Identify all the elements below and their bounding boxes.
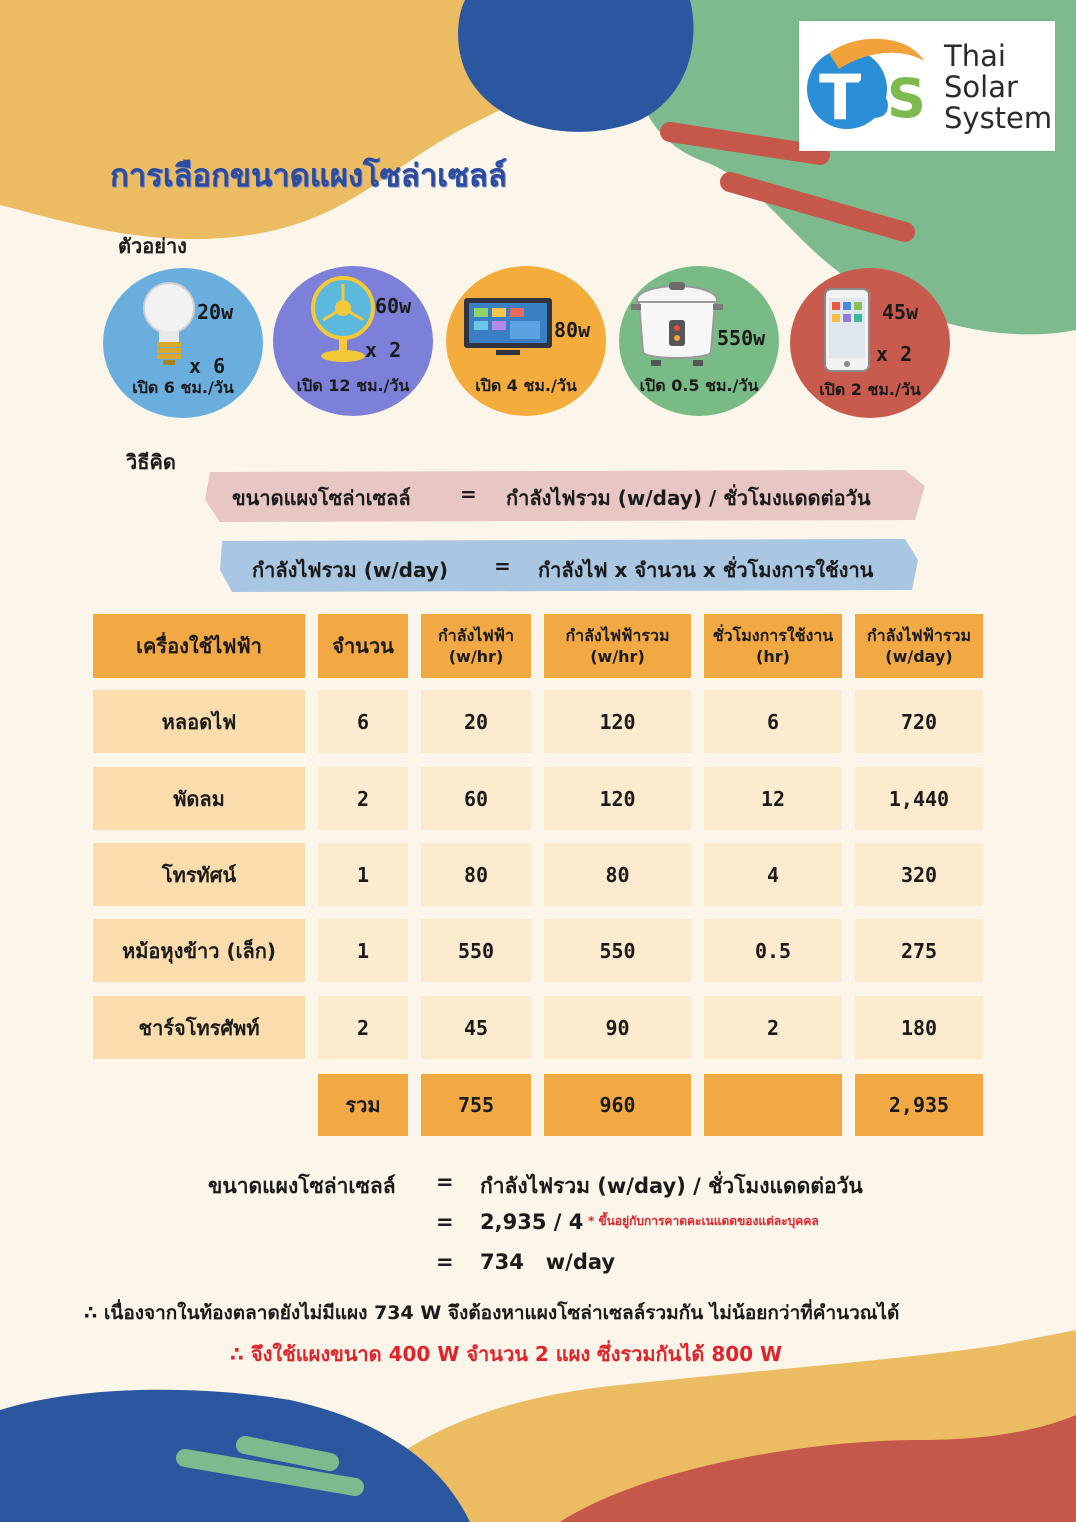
television-icon [462, 296, 554, 360]
page-title: การเลือกขนาดแผงโซล่าเซลล์ [110, 158, 507, 194]
table-cell: 120 [544, 690, 691, 753]
example-watt: 20w [197, 300, 234, 324]
formula-panel-size [0, 482, 1076, 510]
example-hours: เปิด 4 ชม./วัน [475, 376, 577, 395]
formula-equals: = [494, 554, 511, 578]
conclusion-line-1: ∴ เนื่องจากในท้องตลาดยังไม่มีแผง 734 W จึงต้องหาแผงโซล่าเซลล์รวมกัน ไม่น้อยกว่าที่คำนวณได้ [84, 1302, 900, 1324]
calc-equals-2: = [436, 1210, 454, 1234]
table-cell: 1,440 [855, 767, 983, 830]
example-rice-cooker [619, 266, 779, 416]
example-watt: 80w [554, 318, 591, 342]
table-cell: 6 [318, 690, 408, 753]
formula-right: กำลังไฟรวม (w/day) / ชั่วโมงแดดต่อวัน [506, 486, 871, 510]
calc-line-3: 734 w/day [480, 1250, 616, 1274]
example-qty: x 6 [189, 354, 226, 378]
table-cell: 720 [855, 690, 983, 753]
logo-line-system: System [944, 101, 1053, 135]
total-label: รวม [318, 1074, 408, 1136]
logo-wordmark [944, 41, 1052, 134]
formula-right: กำลังไฟ x จำนวน x ชั่วโมงการใช้งาน [538, 558, 874, 582]
total-power-hr: 960 [544, 1074, 691, 1136]
svg-text:T: T [819, 61, 862, 134]
calc-equals-1: = [436, 1170, 454, 1194]
total-power: 755 [421, 1074, 531, 1136]
table-cell: 550 [544, 919, 691, 982]
table-cell-appliance: ชาร์จโทรศัพท์ [93, 996, 305, 1059]
example-tv [446, 266, 606, 416]
table-cell: 0.5 [704, 919, 842, 982]
table-cell: 4 [704, 843, 842, 906]
table-cell-appliance: หลอดไฟ [93, 690, 305, 753]
example-hours: เปิด 12 ชม./วัน [296, 376, 410, 395]
header-quantity: จำนวน [318, 614, 408, 678]
example-smartphone [790, 268, 950, 418]
total-power-day: 2,935 [855, 1074, 983, 1136]
calc-note: * ขึ้นอยู่กับการคาดคะเนแดดของแต่ละบุคคล [588, 1214, 819, 1228]
table-cell: 12 [704, 767, 842, 830]
conclusion-line-2: ∴ จึงใช้แผงขนาด 400 W จำนวน 2 แผง ซึ่งรวมกันได้ 800 W [230, 1342, 783, 1366]
formula-equals: = [460, 482, 477, 506]
header-total-power-day: กำลังไฟฟ้ารวม (w/day) [855, 614, 983, 678]
example-watt: 550w [717, 326, 766, 350]
table-cell-appliance: หม้อหุงข้าว (เล็ก) [93, 919, 305, 982]
header-appliance: เครื่องใช้ไฟฟ้า [93, 614, 305, 678]
calc-label: ขนาดแผงโซล่าเซลล์ [208, 1174, 396, 1198]
example-light-bulb [103, 268, 263, 418]
formula-left: กำลังไฟรวม (w/day) [252, 558, 448, 582]
table-cell: 90 [544, 996, 691, 1059]
tss-logo-mark-icon [799, 21, 939, 151]
table-cell: 2 [704, 996, 842, 1059]
table-cell-appliance: พัดลม [93, 767, 305, 830]
example-qty: x 2 [365, 338, 402, 362]
table-cell: 80 [421, 843, 531, 906]
table-cell: 550 [421, 919, 531, 982]
example-watt: 45w [882, 300, 919, 324]
example-watt: 60w [375, 294, 412, 318]
rice-cooker-icon [629, 280, 725, 370]
svg-text:S: S [853, 67, 892, 130]
header-power: กำลังไฟฟ้า (w/hr) [421, 614, 531, 678]
table-cell: 1 [318, 919, 408, 982]
calc-line-1: กำลังไฟรวม (w/day) / ชั่วโมงแดดต่อวัน [480, 1174, 863, 1198]
table-cell: 60 [421, 767, 531, 830]
formula-left: ขนาดแผงโซล่าเซลล์ [232, 486, 411, 510]
table-cell: 20 [421, 690, 531, 753]
example-hours: เปิด 6 ชม./วัน [132, 378, 234, 397]
example-fan [273, 266, 433, 416]
calc-equals-3: = [436, 1250, 454, 1274]
header-hours: ชั่วโมงการใช้งาน (hr) [704, 614, 842, 678]
formula-total-power [0, 554, 1076, 582]
table-cell-appliance: โทรทัศน์ [93, 843, 305, 906]
table-cell: 2 [318, 996, 408, 1059]
example-hours: เปิด 0.5 ชม./วัน [639, 376, 759, 395]
example-qty: x 2 [876, 342, 913, 366]
svg-text:S: S [887, 67, 926, 130]
example-hours: เปิด 2 ชม./วัน [819, 380, 921, 399]
example-label: ตัวอย่าง [118, 234, 187, 258]
method-label: วิธีคิด [126, 450, 176, 474]
smartphone-icon [824, 288, 870, 372]
table-cell: 2 [318, 767, 408, 830]
table-cell: 1 [318, 843, 408, 906]
total-hours [704, 1074, 842, 1136]
calc-line-2: 2,935 / 4 [480, 1210, 584, 1234]
header-total-power-hr: กำลังไฟฟ้ารวม (w/hr) [544, 614, 691, 678]
logo-line-solar: Solar [944, 70, 1018, 104]
blue-blob-bottom [0, 1390, 470, 1522]
table-cell: 180 [855, 996, 983, 1059]
table-cell: 320 [855, 843, 983, 906]
table-cell: 120 [544, 767, 691, 830]
table-cell: 275 [855, 919, 983, 982]
tss-logo [799, 21, 1055, 151]
logo-line-thai: Thai [944, 39, 1006, 73]
table-cell: 45 [421, 996, 531, 1059]
table-cell: 80 [544, 843, 691, 906]
table-cell: 6 [704, 690, 842, 753]
